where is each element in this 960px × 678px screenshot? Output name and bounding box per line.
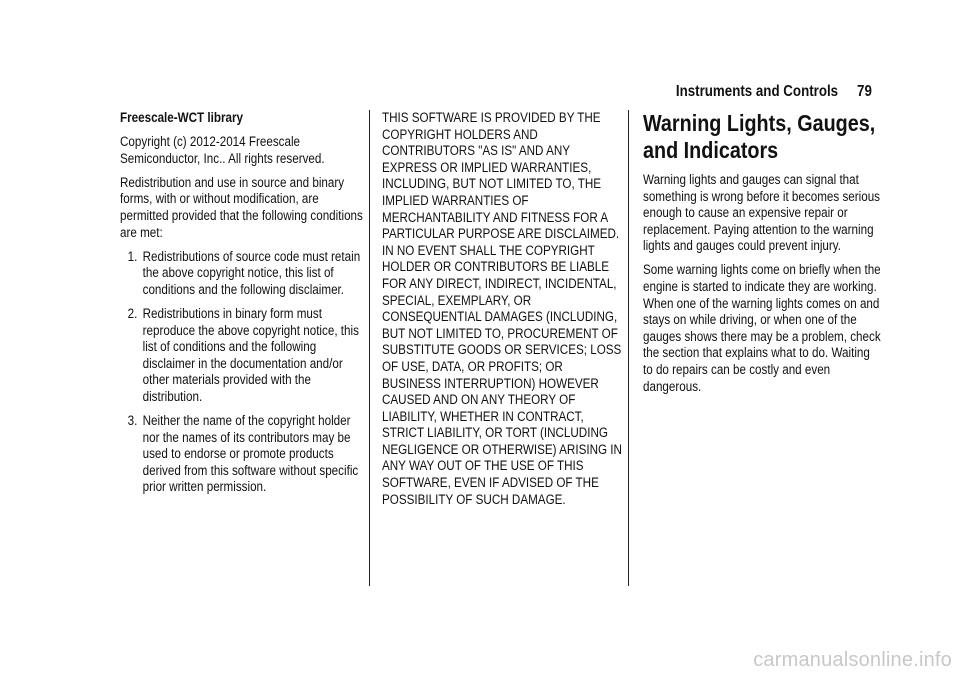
warranty-disclaimer: THIS SOFTWARE IS PROVIDED BY THE COPYRIGHT HOLDERS AND CONTRIBUTORS "AS IS" AND ANY EXPRESS OR IMPLIED WARRANTIES, INCLUDING, BUT NOT LIMITED TO, THE IMPLIED WARRANTIES OF MERCHANTABILITY AND FITNESS FOR A PARTICULAR PURPOSE ARE DISCLAIMED. IN NO EVENT SHALL THE COPYRIGHT HOLDER OR CONTRIBUTORS BE LIABLE FOR ANY DIRECT, INDIRECT, INCIDENTAL, SPECIAL, EXEMPLARY, OR CONSEQUENTIAL DAMAGES (INCLUDING, BUT NOT LIMITED TO, PROCUREMENT OF SUBSTITUTE GOODS OR SERVICES; LOSS OF USE, DATA, OR PROFITS; OR BUSINESS INTERRUPTION) HOWEVER CAUSED AND ON ANY THEORY OF LIABILITY, WHETHER IN CONTRACT, STRICT LIABILITY, OR TORT (INCLUDING NEGLIGENCE OR OTHERWISE) ARISING IN ANY WAY OUT OF THE USE OF THIS SOFTWARE, EVEN IF ADVISED OF THE POSSIBILITY OF SUCH DAMAGE. <box>382 110 622 507</box>
list-item-number: 1. <box>127 248 138 264</box>
section-heading: Warning Lights, Gauges, and Indicators <box>643 110 876 163</box>
list-item-text: Neither the name of the copyright holder nor the names of its contributors may be used to endorse or promote products derived from this software without specific prior written permission. <box>142 413 359 495</box>
warning-lights-paragraph-2: Some warning lights come on briefly when the engine is started to indicate they are working. When one of the warning lights comes on and stays on while driving, or when one of the gauges shows there may be a problem, check the section that explains what to do. Waiting to do repairs can be costly and even dangerous. <box>643 262 881 394</box>
list-item <box>120 249 368 299</box>
column-divider <box>369 110 370 586</box>
list-item-number: 3. <box>127 413 138 428</box>
middle-column <box>382 110 622 516</box>
list-item-text: Redistributions of source code must retain the above copyright notice, this list of conditions and the following disclaimer. <box>142 248 361 297</box>
running-header <box>676 83 872 101</box>
warning-lights-paragraph-1: Warning lights and gauges can signal that something is wrong before it becomes serious enough to cause an expensive repair or replacement. Paying attention to the warning lights and gauges could prevent injury. <box>643 172 881 254</box>
left-column <box>120 110 368 503</box>
list-item <box>120 413 368 496</box>
conditions-list <box>120 249 368 496</box>
list-item-number: 2. <box>127 305 138 321</box>
column-divider <box>628 110 629 586</box>
redistribution-intro: Redistribution and use in source and binary forms, with or without modification, are permitted provided that the following conditions are met: <box>120 174 363 240</box>
site-watermark: carmanualsonline.info <box>753 649 952 671</box>
page-number: 79 <box>857 83 872 100</box>
library-label: Freescale-WCT library <box>120 110 244 125</box>
right-column <box>643 110 881 403</box>
list-item <box>120 306 368 406</box>
copyright-notice: Copyright (c) 2012-2014 Freescale Semiconductor, Inc.. All rights reserved. <box>120 134 325 166</box>
list-item-text: Redistributions in binary form must reproduce the above copyright notice, this list of conditions and the following disclaimer in the documentation and/or other materials provided with the distribution. <box>142 305 359 404</box>
section-title: Instruments and Controls <box>676 83 839 100</box>
